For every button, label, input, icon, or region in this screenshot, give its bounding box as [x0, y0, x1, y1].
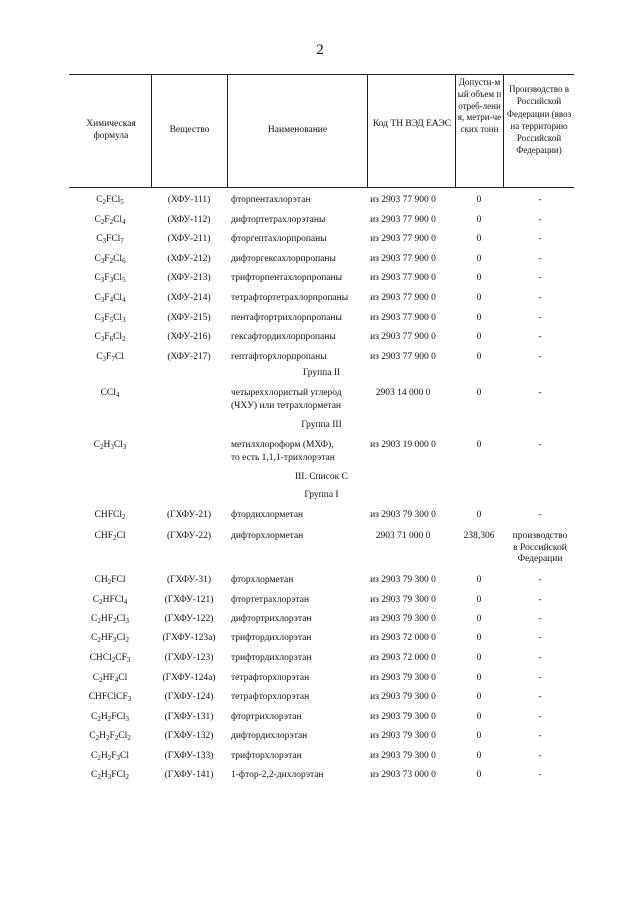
header-amount: Допусти-мый объем потреб-ления, метри-ческих тонн [457, 77, 502, 135]
production: - [538, 614, 542, 624]
amount: 0 [476, 614, 482, 624]
substance-code: (ХФУ-112) [167, 214, 211, 225]
substance-code: (ХФУ-212) [167, 253, 211, 264]
formula: $C_2H_3FCl_2$ [91, 770, 129, 781]
production: - [538, 673, 542, 683]
amount: 0 [476, 253, 482, 264]
formula: $C_3F_7Cl$ [96, 351, 124, 363]
amount: 0 [476, 673, 482, 683]
amount: 0 [476, 770, 482, 780]
substance-name: гексафтордихлорпропаны [231, 332, 336, 343]
header-production: Производство в Российской Федерации (ввоз на территорию Российской Федерации) [506, 84, 572, 156]
substance-name: 1-фтор-2,2-дихлорэтан [231, 770, 324, 780]
substance-code: (ХФУ-211) [167, 234, 211, 245]
group-3-title: Группа III [301, 420, 342, 430]
substance-name: гептафторхлорпропаны [231, 351, 327, 362]
code: 2903 14 000 0 [375, 388, 431, 398]
substance-name: трифторхлорэтан [231, 751, 302, 761]
substance-name: тетрафторхлорэтан [231, 692, 310, 702]
formula: $C_2HFCl_4$ [92, 595, 128, 606]
substance-code: (ГХФУ-132) [164, 731, 214, 741]
production: - [538, 273, 542, 284]
amount: 0 [476, 712, 482, 722]
substance-code: (ХФУ-217) [167, 351, 211, 362]
substance-code: (ГХФУ-124а) [162, 673, 216, 683]
substance-code: (ГХФУ-131) [164, 712, 214, 722]
code: из 2903 73 000 0 [370, 770, 436, 780]
code: из 2903 79 300 0 [370, 731, 436, 741]
code: из 2903 79 300 0 [370, 614, 436, 624]
substance-code: (ГХФУ-123а) [162, 633, 216, 643]
code: из 2903 77 900 0 [370, 351, 436, 362]
production: - [538, 633, 542, 643]
code: из 2903 79 300 0 [370, 692, 436, 702]
substance-name: фторпентахлорэтан [231, 195, 311, 205]
production: - [538, 751, 542, 761]
amount: 0 [476, 440, 482, 450]
amount: 0 [476, 633, 482, 643]
production: - [538, 653, 542, 663]
substance-name: фтортетрахлорэтан [231, 595, 310, 605]
substance-code: (ХФУ-216) [167, 332, 211, 343]
formula: $CH_2FCl$ [94, 575, 126, 586]
production: - [538, 388, 542, 398]
production: - [538, 332, 542, 343]
amount: 0 [476, 575, 482, 585]
formula: CHFCl$_2$ [94, 510, 126, 521]
header-substance: Вещество [169, 125, 210, 135]
substance-name: пентафтортрихлорпропаны [231, 312, 342, 323]
substance-code: (ГХФУ-124) [164, 692, 214, 702]
amount: 0 [476, 234, 482, 245]
code: из 2903 77 900 0 [370, 332, 436, 343]
production: - [538, 351, 542, 362]
list-c-group-1-title: Группа I [304, 490, 339, 500]
code: из 2903 79 300 0 [370, 510, 436, 520]
header-bottom-rule [69, 187, 574, 188]
formula: $C_3F_2Cl_6$ [94, 253, 126, 265]
amount: 0 [476, 273, 482, 284]
production: - [538, 692, 542, 702]
code: из 2903 79 300 0 [370, 712, 436, 722]
code: из 2903 79 300 0 [370, 673, 436, 683]
formula: $CHF_2Cl$ [94, 531, 126, 542]
header-divider [367, 74, 368, 187]
substance-name: фтордихлорметан [231, 510, 304, 520]
production: - [538, 712, 542, 722]
list-c-title: III. Список С [294, 472, 349, 482]
formula: $C_2H_2F_3Cl$ [91, 751, 129, 762]
amount: 0 [476, 293, 482, 303]
amount: 0 [476, 351, 482, 362]
substance-name: трифторпентахлорпропаны [231, 273, 342, 284]
amount: 0 [476, 312, 482, 323]
header-top-rule [69, 74, 574, 75]
production: - [538, 293, 542, 303]
formula: $C_2H_3Cl_3$ [93, 440, 127, 451]
production: производство в Российской Федерации [512, 531, 568, 564]
substance-name: тетрафтортетрахлорпропаны [231, 293, 349, 303]
substance-code: (ГХФУ-31) [166, 575, 212, 585]
substance-name: четыреххлористый углерод (ЧХУ) или тетрахлорметан [231, 388, 342, 411]
code: из 2903 77 900 0 [370, 234, 436, 245]
code: из 2903 77 900 0 [370, 293, 436, 303]
group-2-title: Группа II [302, 368, 341, 378]
code: 2903 71 000 0 [375, 531, 431, 541]
substance-name: дифтордихлорэтан [231, 731, 308, 741]
substance-name: дифтортетрахлорэтаны [231, 214, 326, 225]
production: - [538, 312, 542, 323]
amount: 0 [476, 751, 482, 761]
code: из 2903 79 300 0 [370, 595, 436, 605]
amount: 0 [476, 731, 482, 741]
amount: 0 [476, 595, 482, 605]
code: из 2903 77 900 0 [370, 253, 436, 264]
substance-code: (ГХФУ-21) [166, 510, 212, 520]
formula: $C_2HF_2Cl_3$ [91, 614, 129, 625]
formula: $C_2H_2FCl_3$ [91, 712, 129, 723]
code: из 2903 72 000 0 [370, 653, 436, 663]
substance-name: тетрафторхлорэтан [231, 673, 310, 683]
formula: $C_3F_4Cl_4$ [94, 293, 126, 304]
production: - [538, 510, 542, 520]
substance-name: дифторхлорметан [231, 531, 304, 541]
formula: $C_3FCl_7$ [96, 234, 124, 246]
substance-name: трифтордихлорэтан [231, 633, 312, 643]
formula: CCl$_4$ [100, 388, 120, 399]
production: - [538, 770, 542, 780]
formula: $C_2HF_4Cl$ [92, 673, 128, 684]
amount: 0 [476, 195, 482, 205]
substance-name: фторхлорметан [231, 575, 294, 585]
production: - [538, 731, 542, 741]
production: - [538, 595, 542, 605]
header-name: Наименование [267, 125, 328, 135]
production: - [538, 214, 542, 225]
amount: 0 [476, 510, 482, 520]
header-code: Код ТН ВЭД ЕАЭС [372, 119, 452, 129]
substance-code: (ГХФУ-22) [166, 531, 212, 541]
code: из 2903 72 000 0 [370, 633, 436, 643]
code: из 2903 77 900 0 [370, 312, 436, 323]
substance-name: фтортрихлорэтан [231, 712, 302, 722]
code: из 2903 79 300 0 [370, 575, 436, 585]
amount: 0 [476, 214, 482, 225]
formula: $C_3F_3Cl_5$ [94, 273, 126, 285]
code: из 2903 19 000 0 [370, 440, 436, 450]
formula: $C_2H_2F_2Cl_2$ [89, 731, 131, 742]
amount: 0 [476, 653, 482, 663]
formula: $CHCl_2CF_3$ [89, 653, 131, 664]
amount: 0 [476, 332, 482, 343]
substance-code: (ХФУ-111) [167, 195, 211, 205]
code: из 2903 77 900 0 [370, 214, 436, 225]
formula: $C_2HF_3Cl_2$ [91, 633, 129, 644]
substance-code: (ХФУ-214) [167, 293, 211, 303]
production: - [538, 234, 542, 245]
formula: $C_2FCl_5$ [96, 195, 124, 206]
substance-name: метилхлороформ (МХФ), то есть 1,1,1-трихлорэтан [231, 440, 335, 463]
header-formula: Химическая формула [86, 119, 136, 141]
amount: 0 [476, 388, 482, 398]
code: из 2903 77 900 0 [370, 195, 436, 205]
substance-code: (ГХФУ-141) [164, 770, 214, 780]
substance-name: дифтортрихлорэтан [231, 614, 312, 624]
substance-name: дифторгексахлорпропаны [231, 253, 336, 264]
formula: CHFClCF$_3$ [88, 692, 132, 703]
formula: $C_3F_6Cl_2$ [94, 332, 126, 344]
substance-code: (ХФУ-213) [167, 273, 211, 284]
code: из 2903 79 300 0 [370, 751, 436, 761]
formula: $C_2F_2Cl_4$ [94, 214, 126, 226]
substance-code: (ГХФУ-123) [164, 653, 214, 663]
amount: 0 [476, 692, 482, 702]
code: из 2903 77 900 0 [370, 273, 436, 284]
page-number: 2 [316, 42, 324, 58]
substance-code: (ХФУ-215) [167, 312, 211, 323]
production: - [538, 575, 542, 585]
substance-name: трифтордихлорэтан [231, 653, 312, 663]
substance-code: (ГХФУ-133) [164, 751, 214, 761]
substance-code: (ГХФУ-122) [164, 614, 214, 624]
substance-name: фторгептахлорпропаны [231, 234, 327, 245]
amount: 238,306 [463, 531, 495, 541]
production: - [538, 253, 542, 264]
production: - [538, 440, 542, 450]
formula: $C_3F_5Cl_3$ [94, 312, 126, 324]
production: - [538, 195, 542, 205]
substance-code: (ГХФУ-121) [164, 595, 214, 605]
